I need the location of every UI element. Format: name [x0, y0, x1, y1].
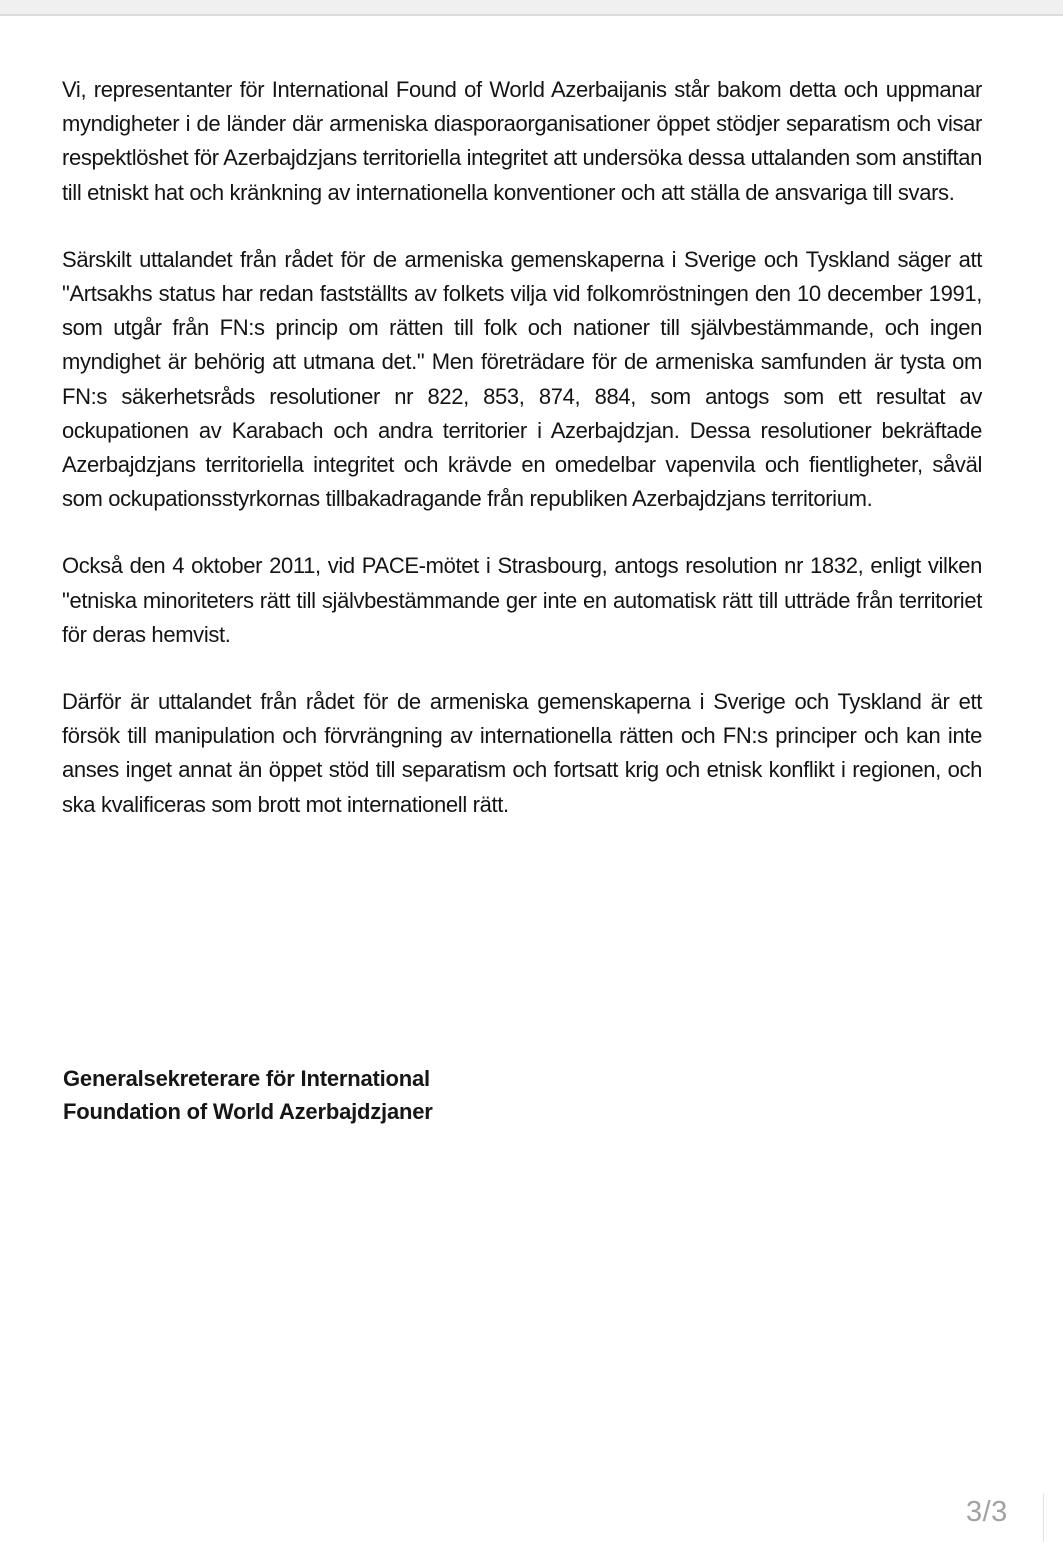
- signature-organization: Foundation of World Azerbajdzjaner: [63, 1099, 433, 1124]
- signature-block: [63, 1062, 583, 1128]
- document-page: [0, 16, 1063, 1542]
- signature-title: Generalsekreterare för International: [63, 1066, 430, 1091]
- paragraph-call-to-action: Vi, representanter för International Found of World Azerbaijanis står bakom detta och uppmanar myndigheter i de länder där armeniska diasporaorganisationer öppet stödjer separatism och visar respektlöshet för Azerbajdzjans territoriella integritet att undersöka dessa uttalanden som anstiftan till etniskt hat och kränkning av internationella konventioner och att ställa de ansvariga till svars.: [62, 77, 982, 205]
- paragraph-conclusion: Därför är uttalandet från rådet för de armeniska gemenskaperna i Sverige och Tyskland är ett försök till manipulation och förvrängning av internationella rätten och FN:s principer och kan inte anses inget annat än öppet stöd till separatism och fortsatt krig och etnisk konflikt i regionen, och ska kvalificeras som brott mot internationell rätt.: [62, 689, 982, 817]
- paragraph-pace-resolution: Också den 4 oktober 2011, vid PACE-mötet i Strasbourg, antogs resolution nr 1832, enligt vilken "etniska minoriteters rätt till självbestämmande ger inte en automatisk rätt till utträde från territoriet för deras hemvist.: [62, 553, 982, 647]
- scroll-edge-line: [1043, 1494, 1044, 1542]
- paragraph-council-statement: Särskilt uttalandet från rådet för de armeniska gemenskaperna i Sverige och Tyskland säger att "Artsakhs status har redan fastställts av folkets vilja vid folkomröstningen den 10 december 1991, som utgår från FN:s princip om rätten till folk och nationer till självbestämmande, och ingen myndighet är behörig att utmana det." Men företrädare för de armeniska samfunden är tysta om FN:s säkerhetsråds resolutioner nr 822, 853, 874, 884, som antogs som ett resultat av ockupationen av Karabach och andra territorier i Azerbajdzjan. Dessa resolutioner bekräftade Azerbajdzjans territoriella integritet och krävde en omedelbar vapenvila och fientligheter, såväl som ockupationsstyrkornas tillbakadragande från republiken Azerbajdzjans territorium.: [62, 246, 982, 512]
- viewer-top-bar: [0, 0, 1063, 16]
- document-body: [62, 73, 982, 822]
- page-indicator: 3/3: [966, 1496, 1008, 1528]
